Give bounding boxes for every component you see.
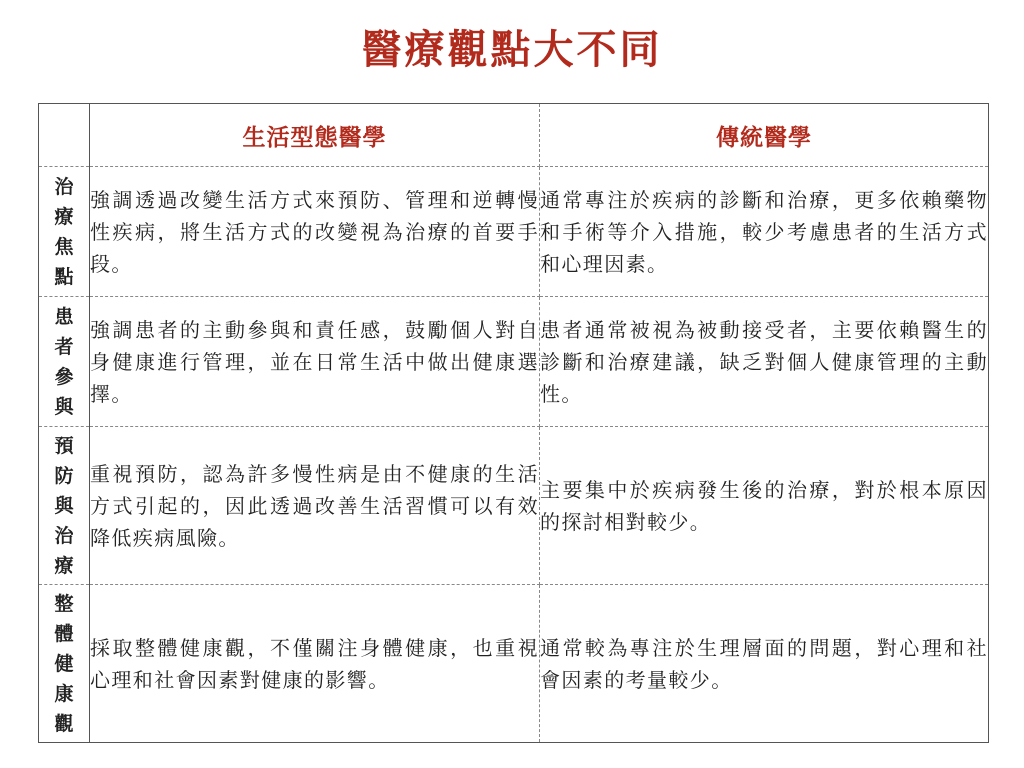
table-row: [39, 585, 989, 743]
corner-cell: [39, 104, 90, 167]
cell-lifestyle: 採取整體健康觀，不僅關注身體健康，也重視心理和社會因素對健康的影響。: [90, 585, 540, 743]
row-label: 治療焦點: [54, 175, 74, 288]
comparison-table: [38, 103, 989, 743]
cell-lifestyle: 強調透過改變生活方式來預防、管理和逆轉慢性疾病，將生活方式的改變視為治療的首要手段。: [90, 167, 540, 297]
row-label: 整體健康觀: [54, 592, 74, 735]
column-header-lifestyle-medicine: 生活型態醫學: [90, 104, 540, 167]
table-row: [39, 427, 989, 585]
cell-traditional: 通常專注於疾病的診斷和治療，更多依賴藥物和手術等介入措施，較少考慮患者的生活方式和心理因素。: [540, 167, 989, 297]
cell-traditional: 主要集中於疾病發生後的治療，對於根本原因的探討相對較少。: [540, 427, 989, 585]
cell-lifestyle: 強調患者的主動參與和責任感，鼓勵個人對自身健康進行管理，並在日常生活中做出健康選擇。: [90, 297, 540, 427]
row-label: 患者參與: [54, 305, 74, 418]
row-header-holistic-health-view: [39, 585, 90, 743]
cell-lifestyle: 重視預防，認為許多慢性病是由不健康的生活方式引起的，因此透過改善生活習慣可以有效降低疾病風險。: [90, 427, 540, 585]
row-header-patient-participation: [39, 297, 90, 427]
table-row: [39, 297, 989, 427]
cell-traditional: 患者通常被視為被動接受者，主要依賴醫生的診斷和治療建議，缺乏對個人健康管理的主動性。: [540, 297, 989, 427]
table-header-row: [39, 104, 989, 167]
cell-traditional: 通常較為專注於生理層面的問題，對心理和社會因素的考量較少。: [540, 585, 989, 743]
table-row: [39, 167, 989, 297]
row-header-prevention-and-treatment: [39, 427, 90, 585]
column-header-traditional-medicine: 傳統醫學: [540, 104, 989, 167]
page-title: 醫療觀點大不同: [361, 27, 663, 73]
row-header-treatment-focus: [39, 167, 90, 297]
row-label: 預防與治療: [54, 434, 74, 577]
